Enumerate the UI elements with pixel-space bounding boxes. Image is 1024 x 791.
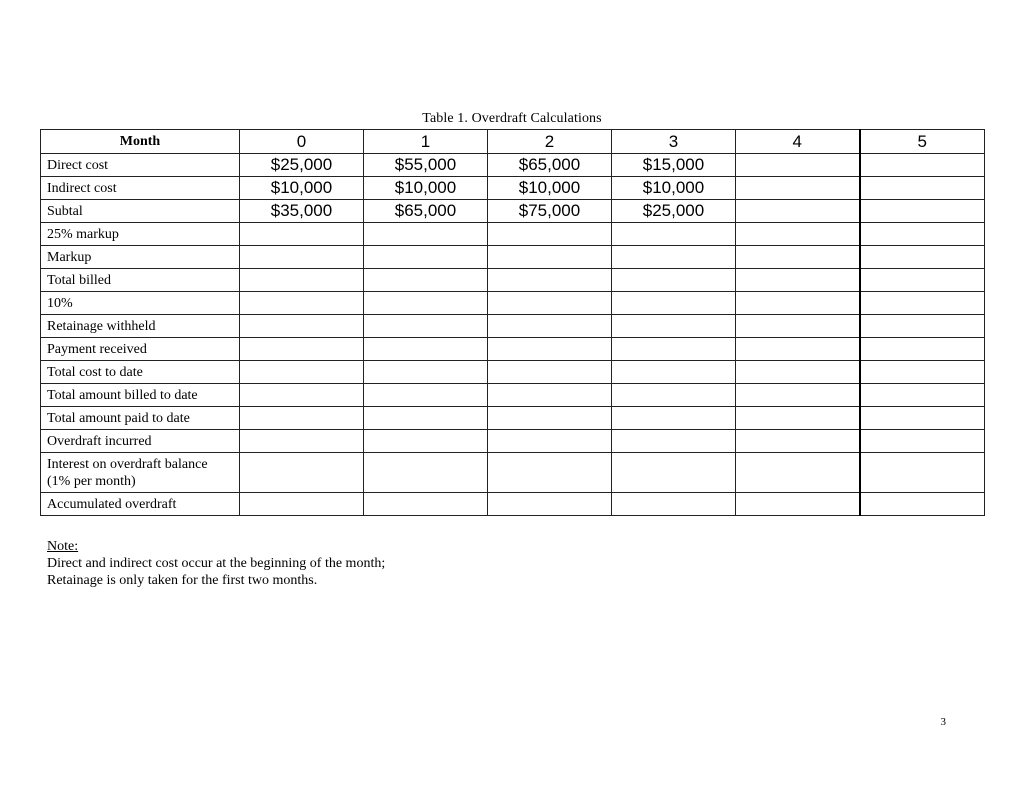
table-row <box>41 223 985 246</box>
table-cell <box>736 361 860 384</box>
table-cell: $10,000 <box>612 177 736 200</box>
note-line-1: Direct and indirect cost occur at the beginning of the month; <box>47 556 386 571</box>
table-cell: $15,000 <box>612 154 736 177</box>
note-block <box>47 538 385 589</box>
row-label: Retainage withheld <box>41 315 240 338</box>
table-cell <box>240 269 364 292</box>
table-cell <box>736 407 860 430</box>
table-cell: $75,000 <box>488 200 612 223</box>
row-label: Direct cost <box>41 154 240 177</box>
table-cell <box>860 246 985 269</box>
table-cell <box>488 315 612 338</box>
table-row <box>41 384 985 407</box>
row-label: Total amount paid to date <box>41 407 240 430</box>
month-header-4: 4 <box>736 130 860 154</box>
table-row <box>41 338 985 361</box>
table-cell <box>736 200 860 223</box>
row-label: Markup <box>41 246 240 269</box>
row-label: Subtal <box>41 200 240 223</box>
table-cell <box>860 493 985 516</box>
table-cell <box>736 269 860 292</box>
table-row <box>41 246 985 269</box>
table-cell <box>488 430 612 453</box>
table-cell <box>240 338 364 361</box>
table-cell <box>736 430 860 453</box>
table-cell <box>240 292 364 315</box>
table-cell <box>364 384 488 407</box>
overdraft-table <box>40 129 985 516</box>
row-label: Total cost to date <box>41 361 240 384</box>
table-cell <box>612 384 736 407</box>
table-cell <box>612 493 736 516</box>
table-cell <box>736 292 860 315</box>
table-cell <box>240 361 364 384</box>
table-cell <box>736 384 860 407</box>
row-label: Interest on overdraft balance (1% per month) <box>41 453 240 493</box>
table-cell <box>860 200 985 223</box>
row-label: Overdraft incurred <box>41 430 240 453</box>
table-cell <box>860 338 985 361</box>
table-cell <box>488 384 612 407</box>
table-cell: $55,000 <box>364 154 488 177</box>
table-cell <box>364 223 488 246</box>
table-cell <box>240 430 364 453</box>
table-caption: Table 1. Overdraft Calculations <box>422 111 602 126</box>
row-label: Total amount billed to date <box>41 384 240 407</box>
table-cell <box>612 223 736 246</box>
month-header: Month <box>41 130 240 154</box>
table-cell: $65,000 <box>364 200 488 223</box>
table-cell: $25,000 <box>612 200 736 223</box>
table-cell <box>612 453 736 493</box>
table-cell <box>240 493 364 516</box>
table-cell <box>240 453 364 493</box>
table-cell <box>736 338 860 361</box>
table-cell <box>364 453 488 493</box>
table-cell <box>240 246 364 269</box>
month-header-0: 0 <box>240 130 364 154</box>
table-row <box>41 493 985 516</box>
table-cell <box>364 315 488 338</box>
table-cell <box>736 453 860 493</box>
table-cell <box>364 338 488 361</box>
table-cell <box>364 292 488 315</box>
table-cell <box>736 177 860 200</box>
table-cell <box>488 269 612 292</box>
table-cell <box>860 315 985 338</box>
table-cell <box>488 407 612 430</box>
table-header-row <box>41 130 985 154</box>
table-cell <box>860 384 985 407</box>
table-cell <box>612 407 736 430</box>
table-cell <box>240 223 364 246</box>
table-cell <box>364 361 488 384</box>
row-label: Indirect cost <box>41 177 240 200</box>
table-row <box>41 315 985 338</box>
month-header-1: 1 <box>364 130 488 154</box>
table-cell: $35,000 <box>240 200 364 223</box>
table-cell: $10,000 <box>488 177 612 200</box>
table-cell <box>736 493 860 516</box>
table-cell <box>860 453 985 493</box>
table-cell <box>488 493 612 516</box>
table-cell <box>364 430 488 453</box>
table-cell: $65,000 <box>488 154 612 177</box>
table-cell <box>860 223 985 246</box>
table-row <box>41 430 985 453</box>
table-cell <box>488 246 612 269</box>
table-cell <box>364 493 488 516</box>
table-row <box>41 453 985 493</box>
table-cell <box>612 361 736 384</box>
table-cell: $25,000 <box>240 154 364 177</box>
table-cell <box>612 430 736 453</box>
table-cell <box>240 384 364 407</box>
table-cell: $10,000 <box>240 177 364 200</box>
table-cell <box>364 407 488 430</box>
table-cell <box>488 453 612 493</box>
table-cell <box>736 246 860 269</box>
table-cell <box>860 407 985 430</box>
table-row <box>41 292 985 315</box>
table-row <box>41 177 985 200</box>
table-cell <box>736 315 860 338</box>
table-cell <box>612 338 736 361</box>
table-row <box>41 361 985 384</box>
note-line-2: Retainage is only taken for the first two months. <box>47 573 318 588</box>
table-cell <box>240 407 364 430</box>
table-cell <box>612 269 736 292</box>
table-body <box>41 154 985 516</box>
table-cell <box>860 430 985 453</box>
row-label: Total billed <box>41 269 240 292</box>
month-header-5: 5 <box>860 130 985 154</box>
table-cell <box>488 292 612 315</box>
row-label: 25% markup <box>41 223 240 246</box>
table-cell <box>612 292 736 315</box>
table-cell <box>488 338 612 361</box>
table-row <box>41 200 985 223</box>
table-cell <box>488 223 612 246</box>
table-cell <box>240 315 364 338</box>
table-cell <box>860 177 985 200</box>
page-number: 3 <box>940 716 946 728</box>
table-cell <box>364 246 488 269</box>
table-cell <box>364 269 488 292</box>
table-cell <box>736 223 860 246</box>
table-cell <box>860 292 985 315</box>
table-cell <box>612 315 736 338</box>
table-row <box>41 154 985 177</box>
table-cell <box>736 154 860 177</box>
month-header-3: 3 <box>612 130 736 154</box>
table-row <box>41 269 985 292</box>
table-cell <box>860 269 985 292</box>
table-cell <box>612 246 736 269</box>
table-cell <box>860 154 985 177</box>
row-label: Accumulated overdraft <box>41 493 240 516</box>
table-cell <box>488 361 612 384</box>
month-header-2: 2 <box>488 130 612 154</box>
table-cell <box>860 361 985 384</box>
table-cell: $10,000 <box>364 177 488 200</box>
row-label: 10% <box>41 292 240 315</box>
note-title: Note: <box>47 539 79 554</box>
row-label: Payment received <box>41 338 240 361</box>
table-row <box>41 407 985 430</box>
